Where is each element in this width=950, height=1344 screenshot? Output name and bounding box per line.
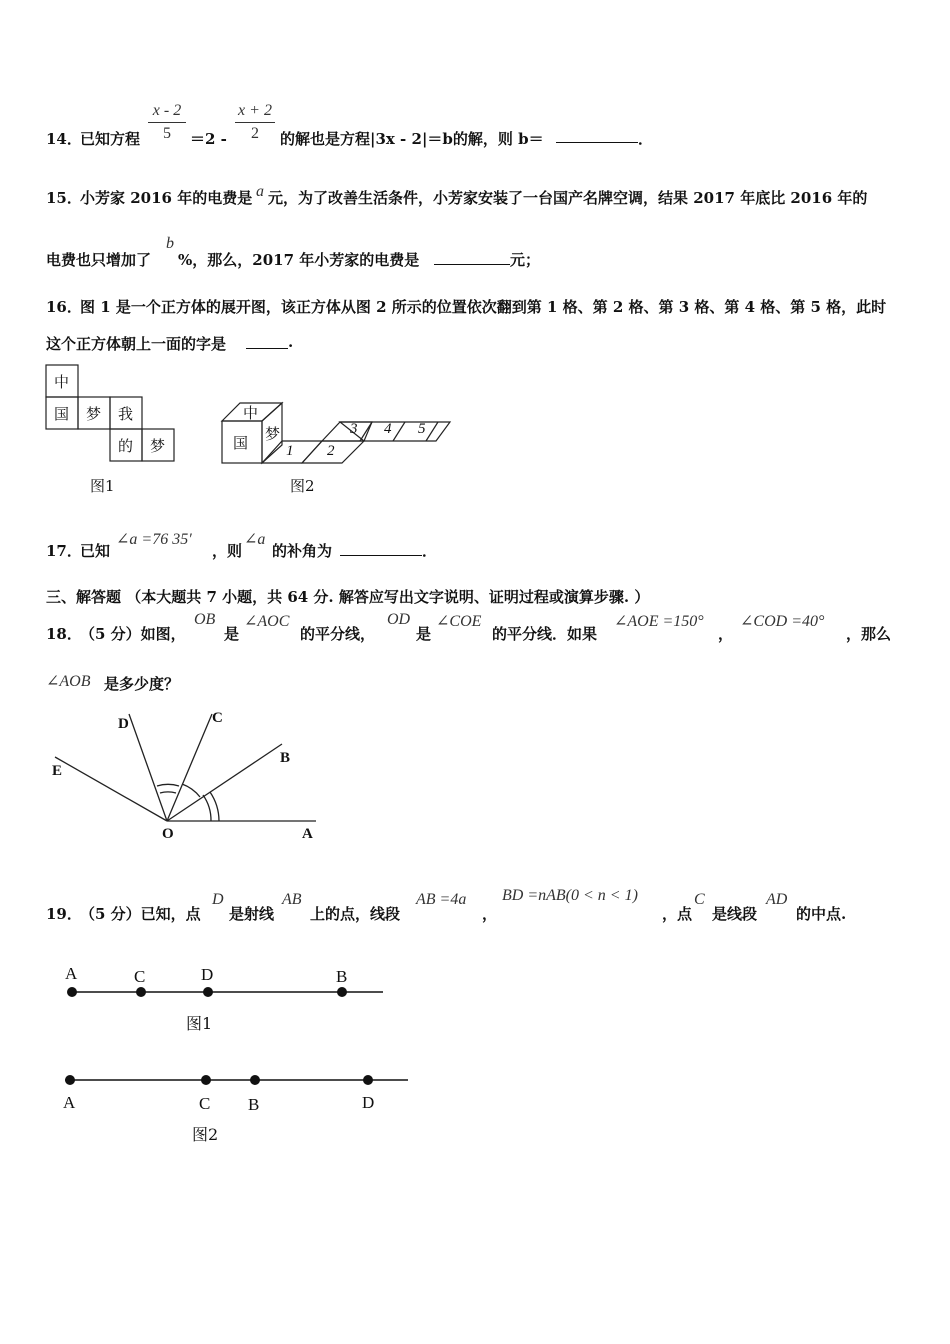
q15-text1: 小芳家 2016 年的电费是 (80, 189, 253, 207)
q14-frac1-denominator: 5 (163, 125, 171, 142)
q18-number: 18． (46, 625, 82, 643)
q16-number: 16． (46, 298, 82, 316)
fig1-point-a (67, 987, 77, 997)
q17-end: ． (422, 542, 438, 560)
q19-ad: AD (766, 891, 788, 908)
q19-fig2-caption: 图2 (192, 1125, 219, 1144)
q18-is2: 是 (416, 625, 432, 643)
q18-score: （5 分）如图， (80, 625, 186, 643)
q19-score: （5 分）已知，点 (80, 905, 201, 923)
section-3-heading: 三、解答题 （本大题共 7 小题，共 64 分. 解答应写出文字说明、证明过程或演算步骤. ） (46, 588, 650, 606)
q18-label-a: A (302, 826, 313, 842)
q18-aob: ∠AOB (46, 673, 91, 690)
q18-bisector2: 的平分线．如果 (492, 625, 598, 643)
q17-text2: ，则 (212, 542, 243, 560)
fig2-label-d: D (362, 1093, 375, 1112)
track-number-1: 1 (286, 443, 294, 459)
q19-number: 19． (46, 905, 82, 923)
q19-bd: BD =nAB(0 < n < 1) (502, 887, 638, 904)
track-number-5: 5 (418, 421, 426, 437)
q19-is-mid: 是线段 (712, 905, 758, 923)
q19-c: C (694, 891, 705, 908)
fig1-label-d: D (201, 965, 214, 984)
q19-comma: ， (482, 905, 498, 923)
q16-line1: 图 1 是一个正方体的展开图，该正方体从图 2 所示的位置依次翻到第 1 格、第 2 格、第 3 格、第 4 格、第 5 格，此时 (80, 298, 887, 316)
fig2-label-a: A (63, 1093, 76, 1112)
net-char-4: 我 (118, 405, 134, 423)
q17-expr1: ∠a =76 35′ (116, 531, 192, 548)
fig1-point-b (337, 987, 347, 997)
fig1-label-c: C (134, 967, 146, 986)
q16-line2: 这个正方体朝上一面的字是 (46, 335, 227, 353)
q18-label-d: D (118, 716, 129, 732)
cube-side-char: 梦 (265, 425, 281, 443)
q18-aoc: ∠AOC (244, 613, 290, 630)
net-char-6: 梦 (150, 437, 166, 455)
q18-label-c: C (212, 710, 223, 726)
q18-comma: ， (718, 625, 734, 643)
cube-front-char: 国 (233, 434, 249, 452)
q15-var-b: b (166, 235, 174, 252)
q14-frac1-numerator: x - 2 (148, 102, 186, 123)
q18-then: ，那么 (846, 625, 892, 643)
cube-top-char: 中 (243, 404, 259, 422)
q18-label-e: E (52, 763, 63, 779)
net-char-5: 的 (118, 437, 134, 455)
q19-ab4a: AB =4a (416, 891, 467, 908)
fig2-point-c (201, 1075, 211, 1085)
q15-number: 15． (46, 189, 82, 207)
net-char-2: 国 (54, 405, 70, 423)
q19-mid: 的中点. (796, 905, 847, 923)
q18-bisector1: 的平分线， (300, 625, 376, 643)
q18-coe: ∠COE (436, 613, 482, 630)
q17-text3: 的补角为 (272, 542, 333, 560)
q14-prefix: 已知方程 (80, 130, 141, 148)
q17-text1: 已知 (80, 542, 111, 560)
fig2-label-b: B (248, 1095, 260, 1114)
q19-is-on: 是射线 (229, 905, 275, 923)
q18-od: OD (387, 611, 411, 628)
q16-end: . (288, 333, 294, 351)
track-number-4: 4 (384, 421, 392, 437)
q15-text2: 元，为了改善生活条件，小芳家安装了一台国产名牌空调，结果 2017 年底比 2016 年的 (268, 189, 868, 207)
net-char-1: 中 (54, 373, 70, 391)
q18-label-o: O (162, 826, 174, 842)
q14-number: 14． (46, 130, 82, 148)
q19-comma2: ，点 (662, 905, 693, 923)
q18-cod: ∠COD =40° (740, 613, 825, 630)
q14-frac2-numerator: x + 2 (235, 102, 275, 123)
fig1-label-a: A (65, 964, 78, 983)
fig2-point-d (363, 1075, 373, 1085)
track-number-2: 2 (327, 443, 335, 459)
q14-suffix: 的解也是方程|3x - 2|＝b的解，则 b＝ (280, 130, 544, 148)
q15-var-a: a (256, 183, 264, 200)
q17-expr2: ∠a (244, 531, 266, 548)
q15-text4: %，那么，2017 年小芳家的电费是 (178, 251, 420, 269)
q16-fig2-caption: 图2 (290, 477, 315, 495)
q18-ob: OB (194, 611, 216, 628)
fig2-point-b (250, 1075, 260, 1085)
q14-frac2-denominator: 2 (251, 125, 259, 142)
q15-text3: 电费也只增加了 (46, 251, 152, 269)
q18-aoe: ∠AOE =150° (614, 613, 704, 630)
q18-question: 是多少度？ (104, 675, 180, 693)
q19-on-seg: 上的点，线段 (310, 905, 401, 923)
q17-number: 17． (46, 542, 82, 560)
q15-end: 元； (510, 251, 541, 269)
q14-end: ． (638, 130, 654, 148)
q16-fig1-caption: 图1 (90, 477, 115, 495)
q18-is1: 是 (224, 625, 240, 643)
q18-label-b: B (280, 750, 291, 766)
fig1-label-b: B (336, 967, 348, 986)
q19-fig1-caption: 图1 (186, 1014, 213, 1033)
q14-mid: ＝2 - (190, 130, 227, 148)
net-char-3: 梦 (86, 405, 102, 423)
fig2-label-c: C (199, 1094, 211, 1113)
fig1-point-d (203, 987, 213, 997)
fig1-point-c (136, 987, 146, 997)
q19-ab: AB (282, 891, 302, 908)
fig2-point-a (65, 1075, 75, 1085)
track-number-3: 3 (350, 421, 358, 437)
q19-d: D (212, 891, 224, 908)
